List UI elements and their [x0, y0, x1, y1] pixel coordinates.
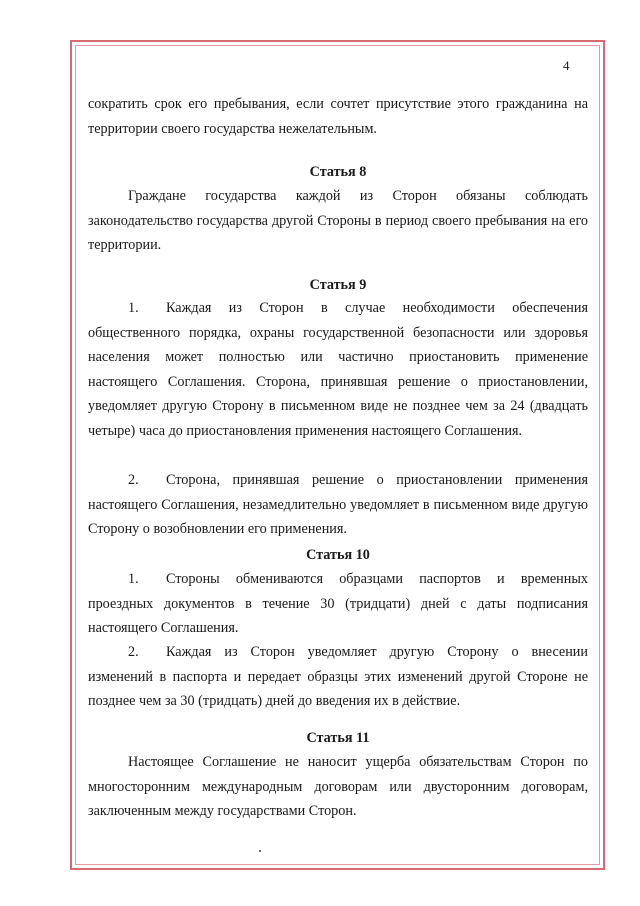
- intro-paragraph: сократить срок его пребывания, если сочтет присутствие этого гражданина на территории своего государства нежелательным.: [88, 96, 588, 137]
- paragraph-text: Каждая из Сторон уведомляет другую Сторону о внесении изменений в паспорта и передает образцы этих изменений другой Стороне не позднее чем за 30 (тридцать) дней до введения их в действие.: [88, 644, 588, 709]
- paragraph-text: Стороны обмениваются образцами паспортов и временных проездных документов в течение 30 (тридцати) дней с даты подписания настоящего Соглашения.: [88, 571, 588, 636]
- article-8-text: Граждане государства каждой из Сторон обязаны соблюдать законодательство государства другой Стороны в период своего пребывания на его территории.: [88, 188, 588, 253]
- article-9-paragraph-2: [88, 468, 588, 542]
- page-number: 4: [563, 58, 570, 73]
- article-10-paragraph-1: [88, 567, 588, 641]
- article-11-heading: Статья 11: [306, 730, 370, 746]
- scan-speck: [259, 850, 261, 852]
- article-10-heading: Статья 10: [306, 547, 370, 563]
- article-9-paragraph-1: [88, 296, 588, 443]
- paragraph-number: 1.: [128, 571, 139, 587]
- paragraph-number: 2.: [128, 472, 139, 488]
- article-9-heading: Статья 9: [309, 277, 367, 293]
- paragraph-number: 2.: [128, 644, 139, 660]
- article-11-text: Настоящее Соглашение не наносит ущерба обязательствам Сторон по многосторонним международным договорам или двусторонним договорам, заключенным между государствами Сторон.: [88, 754, 588, 819]
- paragraph-number: 1.: [128, 300, 139, 316]
- paragraph-text: Каждая из Сторон в случае необходимости обеспечения общественного порядка, охраны государственной безопасности или здоровья населения может полностью или частично приостановить применение настоящего Соглашения. Сторона, принявшая решение о приостановлении, уведомляет другую Сторону в письменном виде не позднее чем за 24 (двадцать четыре) часа до приостановления применения настоящего Соглашения.: [88, 300, 588, 439]
- article-8-heading: Статья 8: [309, 164, 367, 180]
- paragraph-text: Сторона, принявшая решение о приостановлении применения настоящего Соглашения, незамедлительно уведомляет в письменном виде другую Сторону о возобновлении его применения.: [88, 472, 588, 537]
- article-10-paragraph-2: [88, 640, 588, 714]
